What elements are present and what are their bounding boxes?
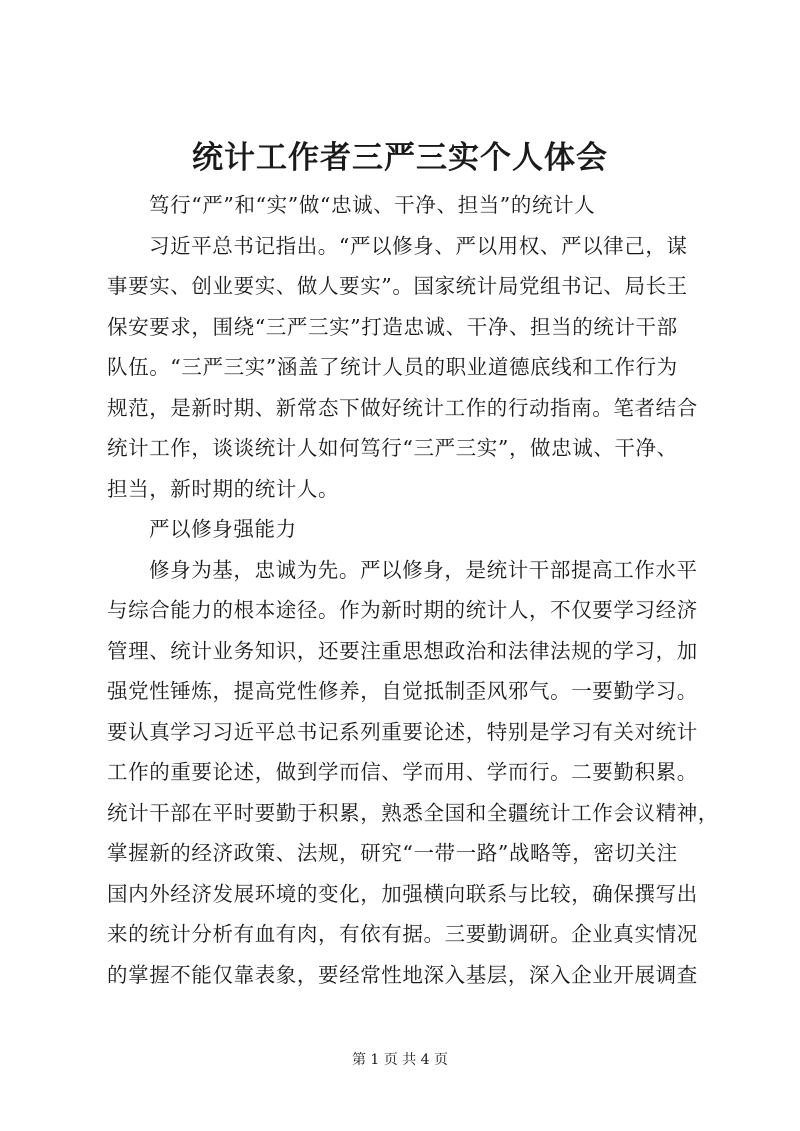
- paragraph-line: 保安要求，围绕“三严三实”打造忠诚、干净、担当的统计干部: [107, 314, 678, 339]
- paragraph-line: 要认真学习习近平总书记系列重要论述，特别是学习有关对统计: [107, 719, 698, 744]
- paragraph-line: 队伍。“三严三实”涵盖了统计人员的职业道德底线和工作行为: [107, 355, 678, 379]
- document-body: [107, 185, 719, 995]
- section-heading: 严以修身强能力: [149, 517, 297, 541]
- paragraph-line: 来的统计分析有血有肉，有依有据。三要勤调研。企业真实情况: [107, 922, 698, 946]
- paragraph-line: 国内外经济发展环境的变化，加强横向联系与比较，确保撰写出: [107, 881, 698, 906]
- paragraph-line: 与综合能力的根本途径。作为新时期的统计人，不仅要学习经济: [107, 598, 698, 622]
- paragraph-line: 统计干部在平时要勤于积累，熟悉全国和全疆统计工作会议精神，: [107, 800, 719, 825]
- paragraph-line: 的掌握不能仅靠表象，要经常性地深入基层，深入企业开展调查: [107, 962, 698, 987]
- subtitle-line: 笃行“严”和“实”做“忠诚、干净、担当”的统计人: [149, 193, 596, 217]
- paragraph-line: 事要实、创业要实、做人要实”。国家统计局党组书记、局长王: [107, 274, 688, 298]
- paragraph-line: 规范，是新时期、新常态下做好统计工作的行动指南。笔者结合: [107, 395, 698, 420]
- paragraph-line: 统计工作，谈谈统计人如何笃行“三严三实”，做忠诚、干净、: [107, 436, 678, 460]
- page-footer: 第 1 页 共 4 页: [351, 1052, 449, 1068]
- paragraph-line: 管理、统计业务知识，还要注重思想政治和法律法规的学习，加: [107, 638, 698, 663]
- paragraph-line: 工作的重要论述，做到学而信、学而用、学而行。二要勤积累。: [107, 760, 698, 784]
- paragraph-line: 强党性锤炼，提高党性修养，自觉抵制歪风邪气。一要勤学习。: [107, 679, 698, 703]
- paragraph-line: 修身为基，忠诚为先。严以修身，是统计干部提高工作水平: [149, 557, 698, 582]
- document-title: 统计工作者三严三实个人体会: [192, 140, 608, 176]
- paragraph-line: 担当，新时期的统计人。: [107, 476, 340, 501]
- paragraph-line: 掌握新的经济政策、法规，研究“一带一路”战略等，密切关注: [107, 841, 678, 865]
- paragraph-line: 习近平总书记指出。“严以修身、严以用权、严以律己，谋: [149, 233, 688, 258]
